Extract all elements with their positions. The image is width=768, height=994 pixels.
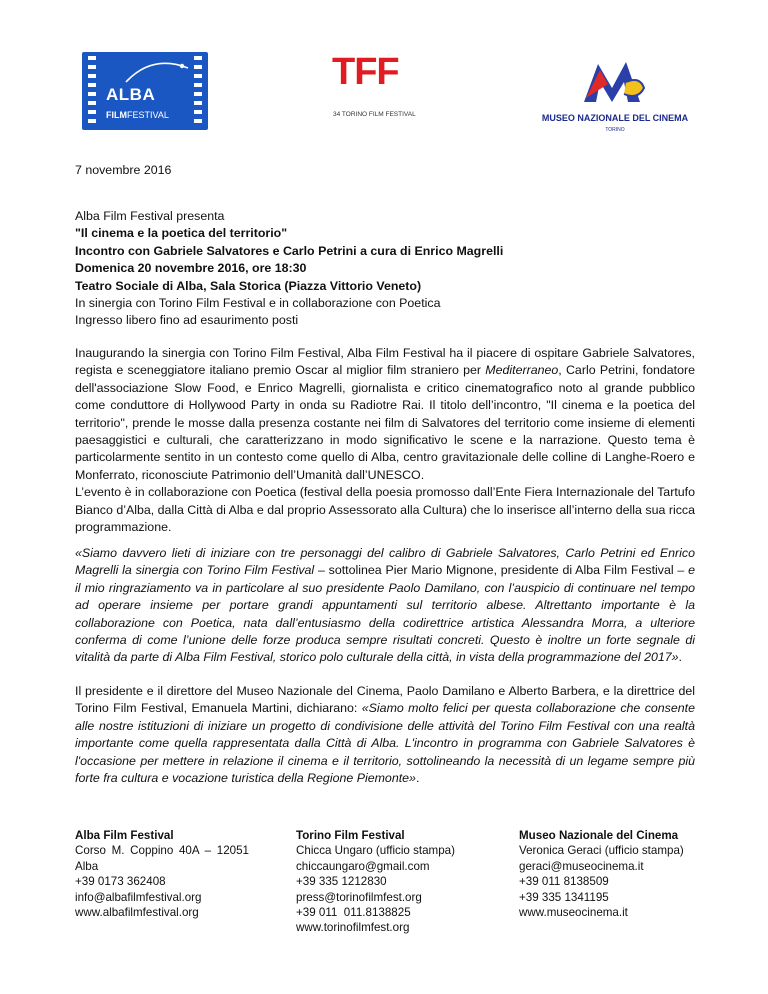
p3-end: . [415,771,420,786]
body-paragraph-1 [75,345,695,536]
p2-quote-2: – e il mio ringraziamento va in particolare al suo presidente Paolo Damilano, con l’auspicio di continuare nel tempo ad operare insieme per portare grandi appuntamenti sul territorio albese. Altrettanto importante è la collaborazione con Poetica, nata dall’entusiasmo della codirettrice artistica Alessandra Morra, a ulteriore conferma di come l’unione delle forze produca sempre risultati concreti. Questo è inoltre un forte segnale di vitalità da parte di Alba Film Festival, storico polo culturale della città, in vista della programmazione del 2017» [75,563,695,665]
star-arc-icon [122,58,192,84]
event-title: "Il cinema e la poetica del territorio" [75,226,288,241]
contact-website-link[interactable]: www.albafilmfestival.org [75,906,199,920]
paragraph-1-continuation: L’evento è in collaborazione con Poetica (festival della poesia promosso dall’Ente Fiera Internazionale del Tartufo Bianco d’Alba, dalla Città di Alba e dal proprio Assessorato alla Cultura) che lo inserisce all’interno della sua ricca programmazione. [75,485,695,535]
announcement-block [75,208,695,330]
body-paragraph-2 [75,545,695,667]
paragraph-2-text [75,545,695,667]
alba-logo-line1: ALBA [106,85,156,104]
p3-intro: Il presidente e il direttore del Museo Nazionale del Cinema, Paolo Damilano e Alberto Barbera, e la direttrice del Torino Film Festival, Emanuela Martini, dichiarano: [75,684,695,716]
contact-phone: +39 335 1341195 [519,890,609,904]
contact-column-tff [296,828,486,936]
p1-part-a: Inaugurando la sinergia con Torino Film Festival, Alba Film Festival ha il piacere di ospitare Gabriele Salvatores, regista e sceneggiatore italiano premio Oscar al miglior film straniero per [75,346,695,378]
presenter-line: Alba Film Festival presenta [75,209,225,223]
contact-city: Alba [75,859,99,873]
contact-address: Corso M. Coppino 40A – 12051 [75,844,249,858]
event-entry: Ingresso libero fino ad esaurimento posti [75,313,299,328]
press-date: 7 novembre 2016 [75,163,172,177]
event-synergy: In sinergia con Torino Film Festival e in collaborazione con Poetica [75,296,441,311]
p2-end: . [678,650,682,665]
event-datetime: Domenica 20 novembre 2016, ore 18:30 [75,261,307,276]
body-paragraph-3 [75,683,695,787]
contact-phone: +39 011 8138509 [519,875,609,889]
p2-quote-1: «Siamo davvero lieti di iniziare con tre personaggi del calibro di Gabriele Salvatores, Carlo Petrini ed Enrico Magrelli la sinergia con Torino Film Festival [75,546,695,578]
event-subtitle: Incontro con Gabriele Salvatores e Carlo Petrini a cura di Enrico Magrelli [75,243,504,258]
paragraph-1-text [75,345,695,484]
film-perforations-left [88,56,96,126]
p1-film-title: Mediterraneo [485,363,559,378]
contact-phone: +39 335 1212830 [296,875,387,889]
event-venue: Teatro Sociale di Alba, Sala Storica (Piazza Vittorio Veneto) [75,278,422,293]
alba-logo-film: FILM [106,110,127,120]
contact-phone: +39 0173 362408 [75,875,166,889]
p2-attribution: – sottolinea Pier Mario Mignone, presidente di Alba Film Festival [314,563,678,578]
p3-quote: «Siamo molto felici per questa collaborazione che consente alle nostre istituzioni di iniziare un progetto di condivisione delle attività del Torino Film Festival con una realtà importante come quella rappresentata dalla Città di Alba. L'incontro in programma con Gabriele Salvatores è l'occasione per mettere in relazione il cinema e il territorio, sottolineando la necessità di un legame sempre più forte fra cultura e vocazione turistica della Regione Piemonte» [75,701,695,786]
museo-logo-name: MUSEO NAZIONALE DEL CINEMA [541,113,689,123]
logo-header [0,0,768,140]
contact-name: Museo Nazionale del Cinema [519,829,679,842]
alba-film-festival-logo [82,52,208,130]
contact-name: Alba Film Festival [75,829,174,842]
tff-logo-caption: 34 TORINO FILM FESTIVAL [333,111,416,118]
contact-person: Veronica Geraci (ufficio stampa) [519,844,684,858]
contact-email-link[interactable]: chiccaungaro@gmail.com [296,859,430,873]
alba-logo-line2 [106,107,169,124]
contact-phone: +39 011 011.8138825 [296,906,411,920]
contact-column-alba [75,828,265,920]
p1-part-b: , Carlo Petrini, fondatore dell'associazione Slow Food, e Enrico Magrelli, giornalista e critico cinematografico noto al grande pubblico come conduttore di Hollywood Party in onda su Radiotre Rai. Il titolo dell’incontro, "Il cinema e la poetica del territorio", prende le mosse dalla presenza costante nei film di Salvatores del territorio come insieme di elementi paesaggistici e culturali, che caratterizzano in modo significativo le scene e la narrazione. Questo tema è particolarmente sentito in un contesto come quello di Alba, centro gravitazionale delle colline di Langhe-Roero e Monferrato, riconosciute Patrimonio dell’Umanità dall’UNESCO. [75,363,695,482]
contact-website-link[interactable]: www.museocinema.it [519,906,628,920]
alba-logo-festival: FESTIVAL [127,110,169,120]
film-perforations-right [194,56,202,126]
contact-email-link[interactable]: press@torinofilmfest.org [296,890,422,904]
museo-mark-icon [578,58,648,108]
contact-website-link[interactable]: www.torinofilmfest.org [296,921,410,935]
tff-logo-letters: TFF [332,51,399,93]
museo-logo-city: TORINO [605,127,625,133]
contact-column-museo [519,828,709,920]
paragraph-3-text [75,683,695,787]
contact-name: Torino Film Festival [296,829,405,842]
contact-person: Chicca Ungaro (ufficio stampa) [296,844,455,858]
museo-nazionale-cinema-logo [540,58,690,136]
contact-email-link[interactable]: geraci@museocinema.it [519,859,644,873]
torino-film-festival-logo [332,51,424,118]
contact-email-link[interactable]: info@albafilmfestival.org [75,890,202,904]
